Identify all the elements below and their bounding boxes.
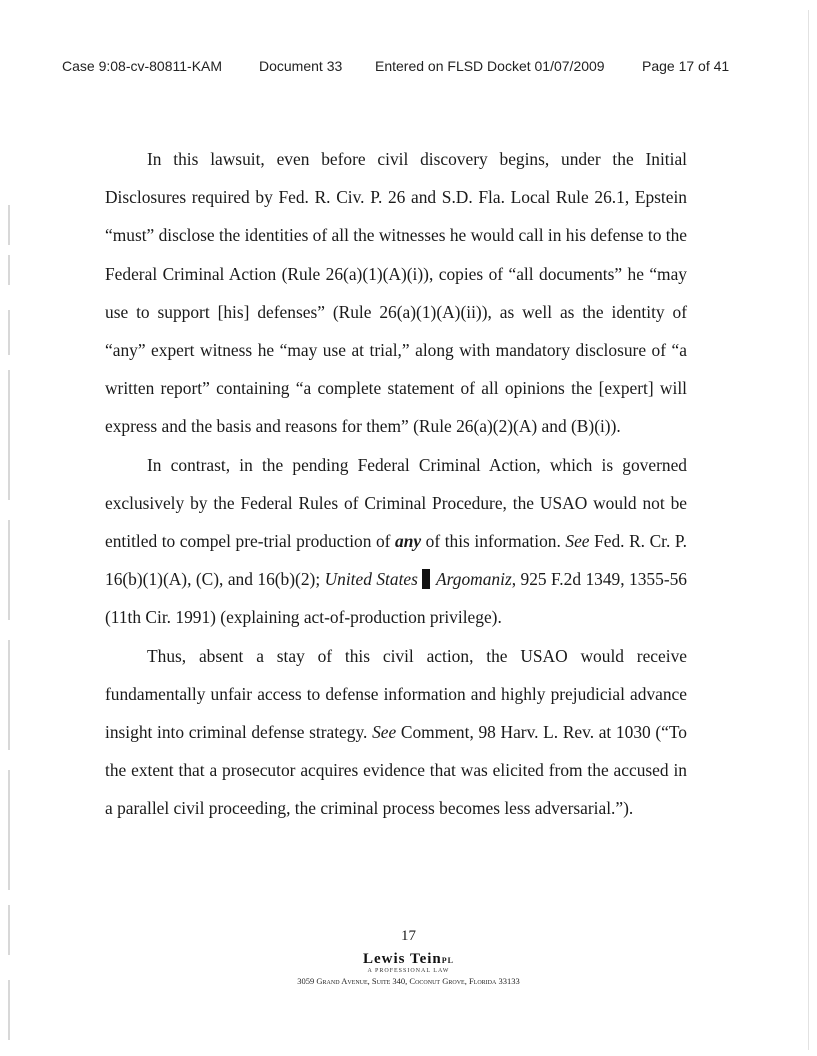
paragraph-2 [105,446,687,637]
citation-signal-see: See [372,722,397,743]
firm-logo [0,951,817,968]
paragraph-3-text-a: Thus, absent a stay of this civil action, the USAO would receive fundamentally unfair access to defense information and highly prejudicial advance insight into criminal defense strategy. [105,645,687,743]
firm-tagline: A PROFESSIONAL LAW [367,968,450,974]
paragraph-2-text-a: In contrast, in the pending Federal Criminal Action, which is governed exclusively by the Federal Rules of Criminal Procedure, the USAO would not be entitled to compel pre-trial production of [105,454,687,552]
scan-artifact [808,10,809,1050]
scan-artifact [8,770,10,890]
scan-artifact [8,255,10,285]
scan-artifact [8,310,10,355]
case-name-part-a: United States [324,569,418,590]
firm-address: 3059 Grand Avenue, Suite 340, Coconut Grove, Florida 33133 [297,976,520,986]
paragraph-1-text: In this lawsuit, even before civil discovery begins, under the Initial Disclosures required by Fed. R. Civ. P. 26 and S.D. Fla. Local Rule 26.1, Epstein “must” disclose the identities of all the witnesses he would call in his defense to the Federal Criminal Action (Rule 26(a)(1)(A)(i)), copies of “all documents” he “may use to support [his] defenses” (Rule 26(a)(1)(A)(ii)), as well as the identity of “any” expert witness he “may use at trial,” along with mandatory disclosure of “a written report” containing “a complete statement of all opinions the [expert] will express and the basis and reasons for them” (Rule 26(a)(2)(A) and (B)(i)). [105,149,687,437]
firm-name: Lewis Tein [362,951,442,967]
paragraph-1 [105,140,687,446]
scan-artifact [8,520,10,620]
paragraph-3-text-b: Comment, 98 Harv. L. Rev. at 1030 (“To the extent that a prosecutor acquires evidence that was elicited from the accused in a parallel civil proceeding, the criminal process becomes less adversarial.”). [105,722,687,819]
scan-artifact [8,370,10,500]
paragraph-2-text-c: Fed. R. Cr. P. 16(b)(1)(A), (C), and 16(b)(2); [105,531,687,590]
page-number: 17 [401,928,416,944]
page-indicator: Page 17 of 41 [642,58,730,74]
paragraph-3 [105,637,687,828]
document-number: Document 33 [259,58,343,74]
entered-date: Entered on FLSD Docket 01/07/2009 [375,58,605,74]
body-text [105,140,687,828]
firm-suffix: PL [441,956,454,965]
case-name-part-b: Argomaniz [431,569,512,590]
citation-signal-see: See [565,531,590,552]
case-number: Case 9:08-cv-80811-KAM [62,58,223,74]
paragraph-2-text-d: , 925 F.2d 1349, 1355-56 (11th Cir. 1991) (explaining act-of-production privilege). [105,569,687,628]
scan-artifact [8,640,10,750]
scan-artifact [8,205,10,245]
redaction-mark [422,569,430,589]
paragraph-2-text-b: of this information. [421,531,566,552]
emphasis-any: any [395,531,422,552]
scan-artifact [8,980,10,1040]
